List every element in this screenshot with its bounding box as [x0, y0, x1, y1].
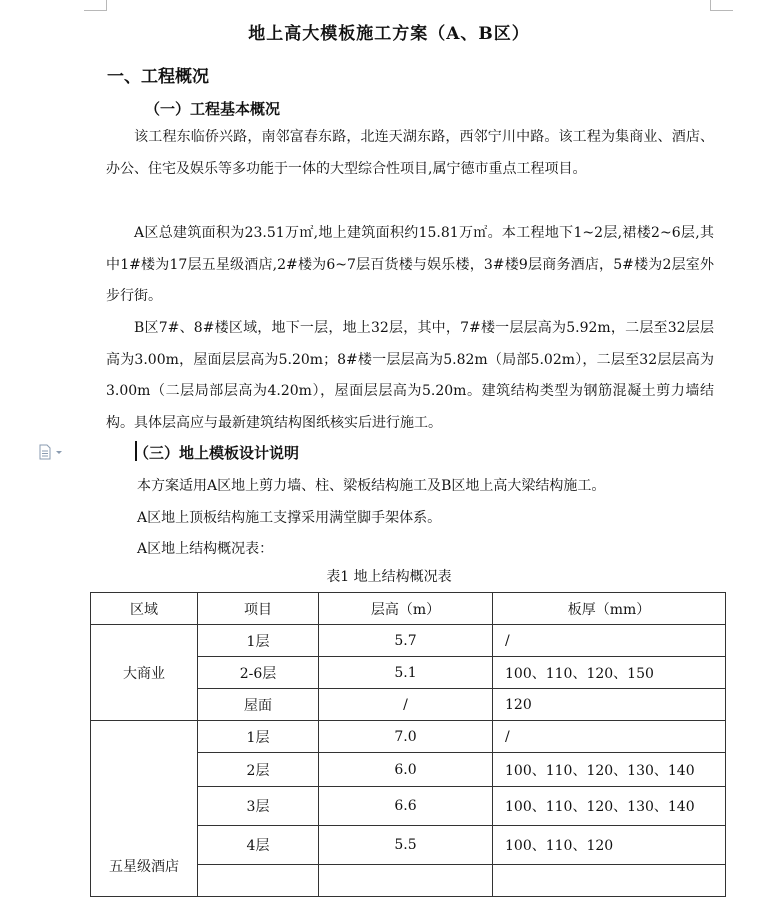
thickness-cell: / — [493, 625, 726, 657]
table-row — [91, 721, 726, 753]
height-cell: 5.5 — [319, 826, 493, 865]
document-icon[interactable] — [38, 444, 64, 464]
text-table-intro: A区地上结构概况表： — [137, 541, 274, 557]
height-cell: / — [319, 689, 493, 721]
paragraph-area-a: A区总建筑面积为23.51万㎡,地上建筑面积约15.81万㎡。本工程地下1~2层,裙楼2~6层,其中1#楼为17层五星级酒店,2#楼为6~7层百货楼与娱乐楼，3#楼9层商务酒店，5#楼为2层室外步行街。 — [106, 225, 714, 304]
header-region: 区域 — [91, 593, 198, 625]
height-cell — [319, 865, 493, 897]
item-cell: 1层 — [198, 721, 319, 753]
paragraph-location: 该工程东临侨兴路，南邻富春东路，北连天湖东路，西邻宁川中路。该工程为集商业、酒店、办公、住宅及娱乐等多功能于一体的大型综合性项目,属宁德市重点工程项目。 — [106, 129, 714, 177]
page-corner-mark-right — [710, 0, 733, 11]
item-cell: 3层 — [198, 787, 319, 826]
height-cell: 6.6 — [319, 787, 493, 826]
item-cell: 2层 — [198, 753, 319, 787]
thickness-cell: 100、110、120 — [493, 826, 726, 865]
height-cell: 6.0 — [319, 753, 493, 787]
item-cell: 屋面 — [198, 689, 319, 721]
thickness-cell: 120 — [493, 689, 726, 721]
thickness-cell: 100、110、120、130、140 — [493, 787, 726, 826]
text-scope: 本方案适用A区地上剪力墙、柱、梁板结构施工及B区地上高大梁结构施工。 — [137, 478, 606, 494]
item-cell: 1层 — [198, 625, 319, 657]
page-corner-mark-left — [84, 0, 107, 11]
item-cell: 4层 — [198, 826, 319, 865]
thickness-cell — [493, 865, 726, 897]
table-row — [91, 625, 726, 657]
heading-basic-overview: （一）工程基本概况 — [145, 100, 281, 118]
item-cell: 2-6层 — [198, 657, 319, 689]
height-cell: 5.7 — [319, 625, 493, 657]
structure-table — [90, 592, 726, 897]
region-cell: 大商业 — [91, 625, 198, 721]
region-cell: 五星级酒店 — [91, 721, 198, 897]
height-cell: 5.1 — [319, 657, 493, 689]
document-title: 地上高大模板施工方案（A、B区） — [248, 24, 530, 44]
height-cell: 7.0 — [319, 721, 493, 753]
header-thickness: 板厚（mm） — [493, 593, 726, 625]
thickness-cell: / — [493, 721, 726, 753]
thickness-cell: 100、110、120、150 — [493, 657, 726, 689]
paragraph-area-b: B区7#、8#楼区域，地下一层，地上32层，其中，7#楼一层层高为5.92m，二层至32层层高为3.00m，屋面层层高为5.20m；8#楼一层层高为5.82m（局部5.02m），二层至32层层高为3.00m（二层局部层高为4.20m），屋面层层高为5.20m。建筑结构类型为钢筋混凝土剪力墙结构。具体层高应与最新建筑结构图纸核实后进行施工。 — [106, 320, 714, 431]
header-height: 层高（m） — [319, 593, 493, 625]
item-cell — [198, 865, 319, 897]
heading-project-overview: 一、工程概况 — [107, 67, 209, 87]
header-item: 项目 — [198, 593, 319, 625]
table-caption: 表1 地上结构概况表 — [326, 569, 452, 585]
heading-formwork-design: （三）地上模板设计说明 — [134, 444, 300, 462]
table-header-row — [91, 593, 726, 625]
thickness-cell: 100、110、120、130、140 — [493, 753, 726, 787]
text-support-system: A区地上顶板结构施工支撑采用满堂脚手架体系。 — [137, 510, 442, 526]
